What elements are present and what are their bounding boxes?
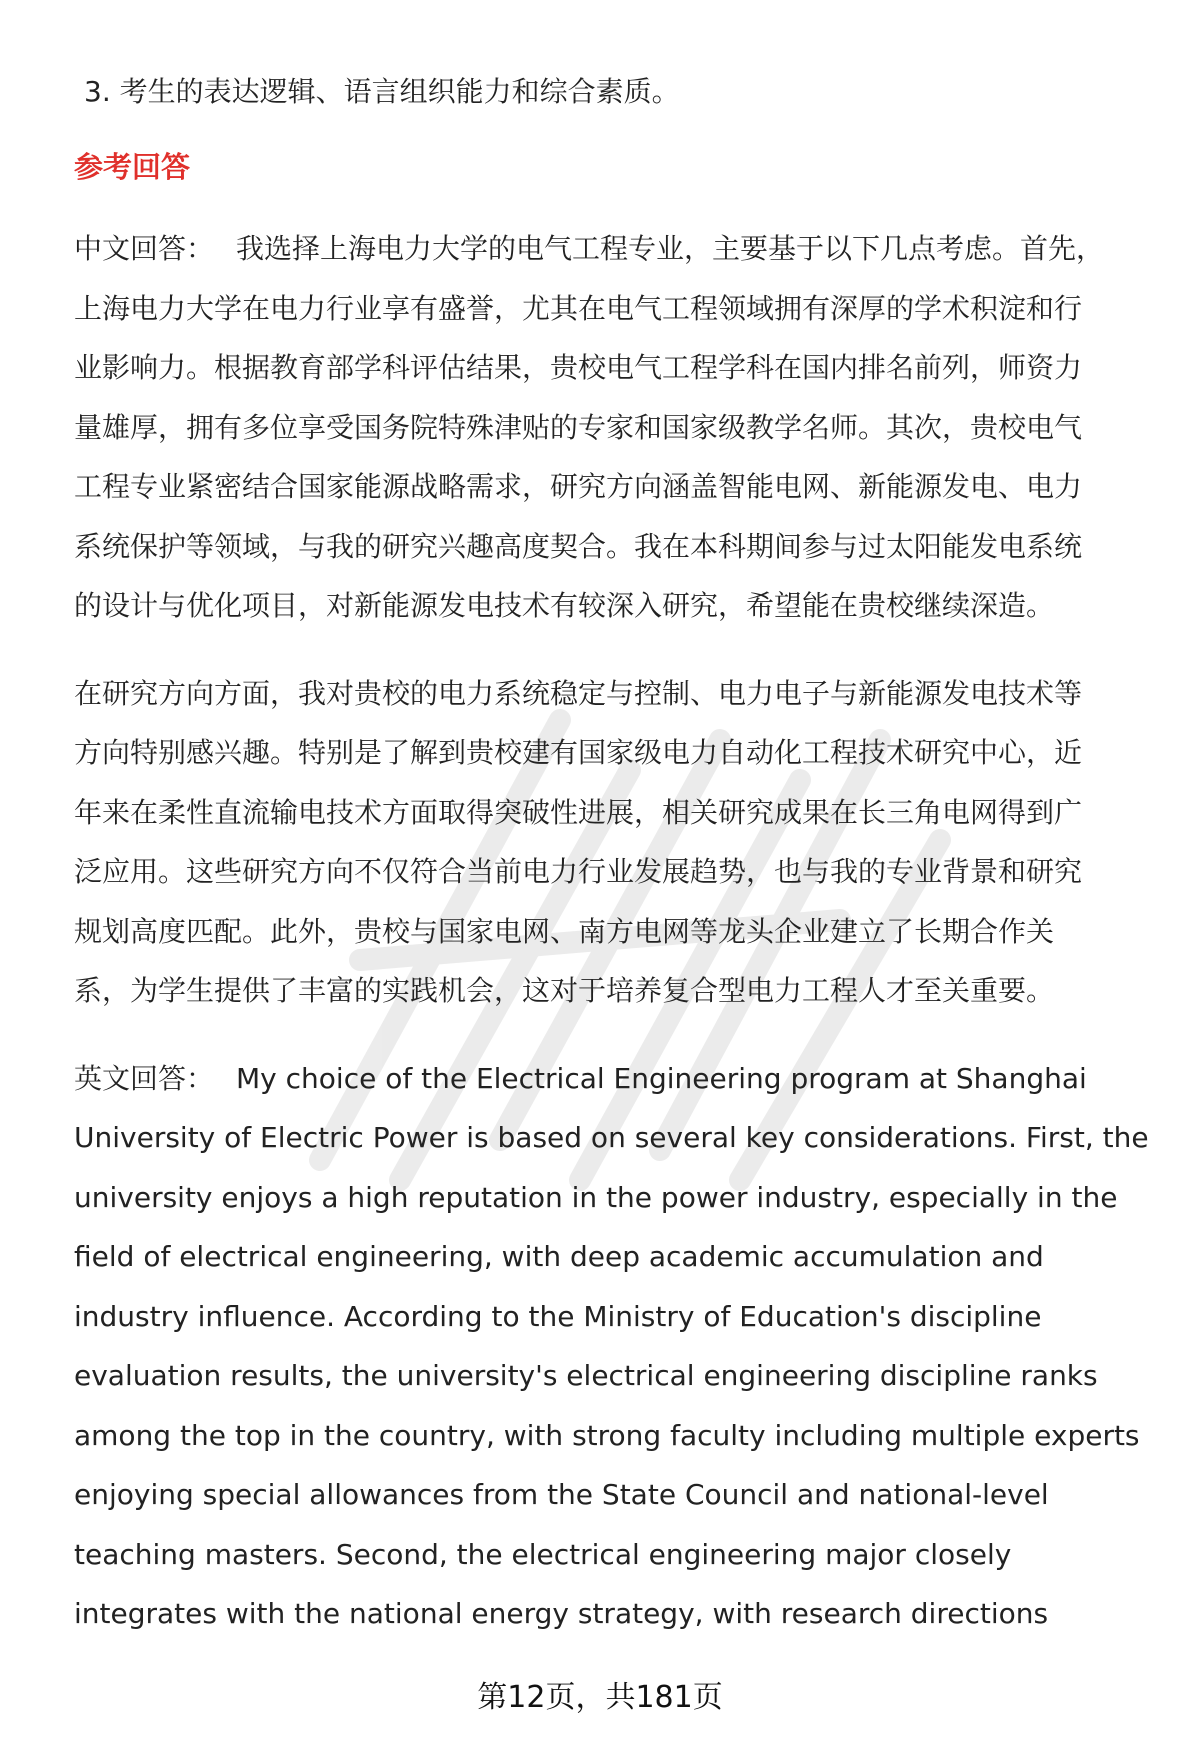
text-line: integrates with the national energy strategy, with research directions [74, 1597, 1049, 1630]
text-line: 的设计与优化项目，对新能源发电技术有较深入研究，希望能在贵校继续深造。 [74, 589, 1055, 622]
text-line: 业影响力。根据教育部学科评估结果，贵校电气工程学科在国内排名前列，师资力 [74, 351, 1083, 384]
text-line: 中文回答： 我选择上海电力大学的电气工程专业，主要基于以下几点考虑。首先， [74, 232, 1105, 265]
text-line: 泛应用。这些研究方向不仅符合当前电力行业发展趋势，也与我的专业背景和研究 [74, 855, 1083, 888]
main-content [74, 62, 1154, 1672]
text-line: University of Electric Power is based on several key considerations. First, the [74, 1121, 1149, 1154]
text-line: 方向特别感兴趣。特别是了解到贵校建有国家级电力自动化工程技术研究中心，近 [74, 736, 1083, 769]
text-line: enjoying special allowances from the State Council and national-level [74, 1478, 1049, 1511]
text-line: 在研究方向方面，我对贵校的电力系统稳定与控制、电力电子与新能源发电技术等 [74, 676, 1083, 710]
section-heading: 参考回答 [74, 150, 191, 184]
text-line: among the top in the country, with strong faculty including multiple experts [74, 1418, 1140, 1452]
text-line: 量雄厚，拥有多位享受国务院特殊津贴的专家和国家级教学名师。其次，贵校电气 [74, 410, 1083, 444]
text-line: 英文回答： My choice of the Electrical Engineering program at Shanghai [74, 1061, 1087, 1095]
text-line: 工程专业紧密结合国家能源战略需求，研究方向涵盖智能电网、新能源发电、电力 [74, 470, 1083, 503]
text-line: 规划高度匹配。此外，贵校与国家电网、南方电网等龙头企业建立了长期合作关 [74, 914, 1055, 948]
text-line: field of electrical engineering, with deep academic accumulation and [74, 1240, 1044, 1273]
text-line: evaluation results, the university's electrical engineering discipline ranks [74, 1359, 1098, 1392]
text-line: university enjoys a high reputation in the power industry, especially in the [74, 1180, 1118, 1214]
chinese-answer-paragraph-1 [74, 219, 1154, 636]
text-line: teaching masters. Second, the electrical engineering major closely [74, 1537, 1012, 1571]
text-line: 系，为学生提供了丰富的实践机会，这对于培养复合型电力工程人才至关重要。 [74, 974, 1055, 1007]
chinese-answer-paragraph-2 [74, 664, 1154, 1021]
text-line: 上海电力大学在电力行业享有盛誉，尤其在电气工程领域拥有深厚的学术积淀和行 [74, 291, 1083, 325]
page-number: 第12页，共181页 [477, 1680, 723, 1715]
chinese-answer-label: 中文回答： [74, 232, 215, 265]
text-line: 年来在柔性直流输电技术方面取得突破性进展，相关研究成果在长三角电网得到广 [74, 795, 1083, 829]
english-answer-label: 英文回答： [74, 1061, 215, 1095]
criteria-item-3: 3. 考生的表达逻辑、语言组织能力和综合素质。 [84, 75, 680, 108]
text-line: industry influence. According to the Ministry of Education's discipline [74, 1299, 1042, 1333]
english-answer-paragraph [74, 1049, 1154, 1644]
text-line: 系统保护等领域，与我的研究兴趣高度契合。我在本科期间参与过太阳能发电系统 [74, 529, 1083, 563]
